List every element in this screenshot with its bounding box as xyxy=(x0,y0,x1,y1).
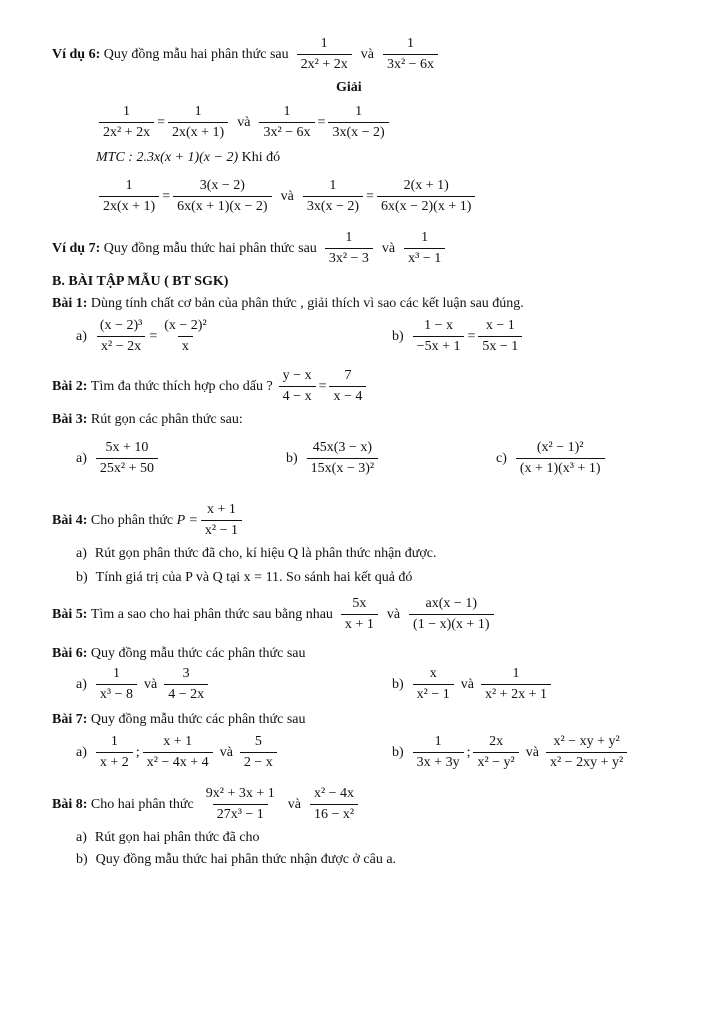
fraction: $\frac{\text{(x − 2)²}}{x}$ xyxy=(164,318,207,354)
vd7-line xyxy=(52,230,725,267)
bai7-text: Quy đồng mẫu thức các phân thức sau xyxy=(90,712,306,727)
fraction: $\frac{1}{2x(x + 1)}$ xyxy=(168,104,228,141)
bai8-b xyxy=(76,852,725,868)
bai1-text: Dùng tính chất cơ bản của phân thức , giải thích vì sao các kết luận sau đúng. xyxy=(90,296,524,311)
equals-sign: = xyxy=(317,114,326,130)
fraction: $\frac{1}{\text{2x² + 2x}}$ xyxy=(297,36,352,73)
fraction: $\frac{45x(3 - x)}{\text{15x(x − 3)²}}$ xyxy=(307,440,378,477)
fraction: $\frac{\text{x² − 4x}}{\text{16 − x²}}$ xyxy=(310,786,358,823)
fraction: $\frac{x - 1}{5x - 1}$ xyxy=(478,318,522,355)
fraction: $\frac{\text{x² − xy + y²}}{\text{x² − 2xy + y²}}$ xyxy=(546,734,627,771)
solution-line-1 xyxy=(96,104,725,141)
item-label: a) xyxy=(76,830,87,845)
bai8-text: Cho hai phân thức xyxy=(90,796,194,812)
bai8-a xyxy=(76,830,725,846)
bai6-line xyxy=(52,646,725,662)
giai-heading: Giải xyxy=(336,80,362,95)
fraction: $\frac{1}{\text{3x² − 6x}}$ xyxy=(259,104,314,141)
vd6-line xyxy=(52,36,725,73)
fraction: $\frac{1}{2x(x + 1)}$ xyxy=(99,178,159,215)
fraction: $\frac{7}{x - 4}$ xyxy=(329,368,366,405)
va-word: và xyxy=(381,240,396,256)
fraction: $\frac{1}{3x + 3y}$ xyxy=(413,734,464,771)
bai4-b-text: Tính giá trị của P và Q tại x = 11. So sánh hai kết quả đó xyxy=(95,570,413,585)
fraction: $\frac{y - x}{4 - x}$ xyxy=(279,368,316,405)
fraction: $\frac{2x}{\text{x² − y²}}$ xyxy=(473,734,518,771)
p-var: P = xyxy=(176,512,198,528)
bai4-a-text: Rút gọn phân thức đã cho, kí hiệu Q là phân thức nhận được. xyxy=(94,546,437,561)
item-label: a) xyxy=(76,546,87,561)
bai7-line xyxy=(52,712,725,728)
vd6-label: Ví dụ 6: xyxy=(52,46,101,62)
bai2-text: Tìm đa thức thích hợp cho dấu ? xyxy=(90,378,273,394)
fraction: $\frac{1}{x + 2}$ xyxy=(96,734,133,771)
bai4-text: Cho phân thức xyxy=(90,512,174,528)
bai4-line xyxy=(52,502,725,539)
fraction: $\frac{2(x + 1)}{6x(x - 2)(x + 1)}$ xyxy=(377,178,475,215)
fraction: $\frac{\text{(x − 2)³}}{\text{x² − 2x}}$ xyxy=(96,318,146,355)
va-word: và xyxy=(237,114,251,130)
item-label: a) xyxy=(76,328,87,344)
bai1-label: Bài 1: xyxy=(52,296,88,311)
equals-sign: = xyxy=(318,378,327,394)
va-word: và xyxy=(287,796,301,812)
bai2-line xyxy=(52,368,725,405)
item-label: b) xyxy=(392,328,404,344)
item-label: a) xyxy=(76,676,87,692)
solution-line-2 xyxy=(96,178,725,215)
fraction: $\frac{x + 1}{\text{x² − 4x + 4}}$ xyxy=(143,734,213,771)
fraction: $\frac{x + 1}{\text{x² − 1}}$ xyxy=(201,502,242,539)
khido-text: Khi đó xyxy=(241,150,281,165)
vd7-text: Quy đồng mẫu thức hai phân thức sau xyxy=(103,240,317,256)
item-label: a) xyxy=(76,744,87,760)
bai1-b xyxy=(392,318,725,355)
bai4-b xyxy=(76,570,725,586)
item-label: c) xyxy=(496,450,507,466)
item-label: b) xyxy=(392,676,404,692)
bai4-label: Bài 4: xyxy=(52,512,88,528)
vd7-label: Ví dụ 7: xyxy=(52,240,101,256)
bai6-label: Bài 6: xyxy=(52,646,88,661)
bai8-line xyxy=(52,786,725,823)
semicolon: ; xyxy=(135,744,140,760)
bai8-label: Bài 8: xyxy=(52,796,88,812)
equals-sign: = xyxy=(467,328,476,344)
va-word: và xyxy=(525,744,539,760)
fraction: $\frac{1 - x}{-5x + 1}$ xyxy=(413,318,465,355)
item-label: b) xyxy=(392,744,404,760)
va-word: và xyxy=(360,46,374,62)
bai6-b xyxy=(392,666,725,703)
bai7-b xyxy=(392,734,725,771)
va-word: và xyxy=(280,188,294,204)
equals-sign: = xyxy=(149,328,158,344)
fraction: $\frac{1}{\text{2x² + 2x}}$ xyxy=(99,104,154,141)
fraction: $\frac{5}{2 - x}$ xyxy=(240,734,277,771)
fraction: $\frac{1}{\text{x² + 2x + 1}}$ xyxy=(481,666,551,703)
fraction: $\frac{1}{\text{x³ − 1}}$ xyxy=(404,230,445,267)
va-word: và xyxy=(386,606,401,622)
bai8-a-text: Rút gọn hai phân thức đã cho xyxy=(94,830,260,845)
fraction: $\frac{1}{\text{x³ − 8}}$ xyxy=(96,666,137,703)
bai3-c xyxy=(496,440,725,477)
fraction: $\frac{x}{\text{x² − 1}}$ xyxy=(413,666,454,703)
fraction: $\frac{\text{9x² + 3x + 1}}{\text{27x³ − 1}}$ xyxy=(205,786,275,822)
equals-sign: = xyxy=(157,114,165,130)
fraction: $\frac{1}{\text{3x² − 6x}}$ xyxy=(383,36,438,73)
bai3-text: Rút gọn các phân thức sau: xyxy=(90,412,243,427)
equals-sign: = xyxy=(366,188,374,204)
fraction: $\frac{5x}{x + 1}$ xyxy=(341,596,378,633)
bai7-label: Bài 7: xyxy=(52,712,88,727)
fraction: $\frac{ax(x - 1)}{(1 - x)(x + 1)}$ xyxy=(409,596,493,633)
bai6-text: Quy đồng mẫu thức các phân thức sau xyxy=(90,646,306,661)
item-label: b) xyxy=(76,570,88,585)
semicolon: ; xyxy=(466,744,471,760)
bai1-line xyxy=(52,296,725,312)
vd6-text: Quy đồng mẫu hai phân thức sau xyxy=(103,46,289,62)
equals-sign: = xyxy=(162,188,171,204)
item-label: b) xyxy=(76,852,88,867)
bai5-line xyxy=(52,596,725,633)
fraction: $\frac{3(x - 2)}{6x(x + 1)(x - 2)}$ xyxy=(173,178,271,215)
fraction: $\frac{5x + 10}{\text{25x² + 50}}$ xyxy=(96,440,158,477)
va-word: và xyxy=(460,676,474,692)
item-label: b) xyxy=(286,450,298,466)
bai5-text: Tìm a sao cho hai phân thức sau bằng nhau xyxy=(90,606,333,622)
fraction: $\frac{1}{\text{3x² − 3}}$ xyxy=(325,230,373,267)
section-b-heading: B. BÀI TẬP MẪU ( BT SGK) xyxy=(52,274,229,289)
bai5-label: Bài 5: xyxy=(52,606,88,622)
bai3-line xyxy=(52,412,725,428)
bai2-label: Bài 2: xyxy=(52,378,88,394)
va-word: và xyxy=(219,744,233,760)
bai4-a xyxy=(76,546,725,562)
bai8-b-text: Quy đồng mẫu thức hai phân thức nhận được ở câu a. xyxy=(95,852,397,867)
bai3-label: Bài 3: xyxy=(52,412,88,427)
fraction: $\frac{1}{3x(x - 2)}$ xyxy=(303,178,363,215)
mtc-line xyxy=(96,150,725,166)
fraction: $\frac{1}{3x(x - 2)}$ xyxy=(328,104,388,141)
fraction: $\frac{3}{4 - 2x}$ xyxy=(164,666,208,703)
va-word: và xyxy=(143,676,158,692)
mtc-text: MTC : 2.3x(x + 1)(x − 2) xyxy=(96,150,239,165)
item-label: a) xyxy=(76,450,87,466)
fraction: $\frac{\text{(x² − 1)²}}{\text{(x + 1)(x³ + 1)}}$ xyxy=(516,440,605,477)
